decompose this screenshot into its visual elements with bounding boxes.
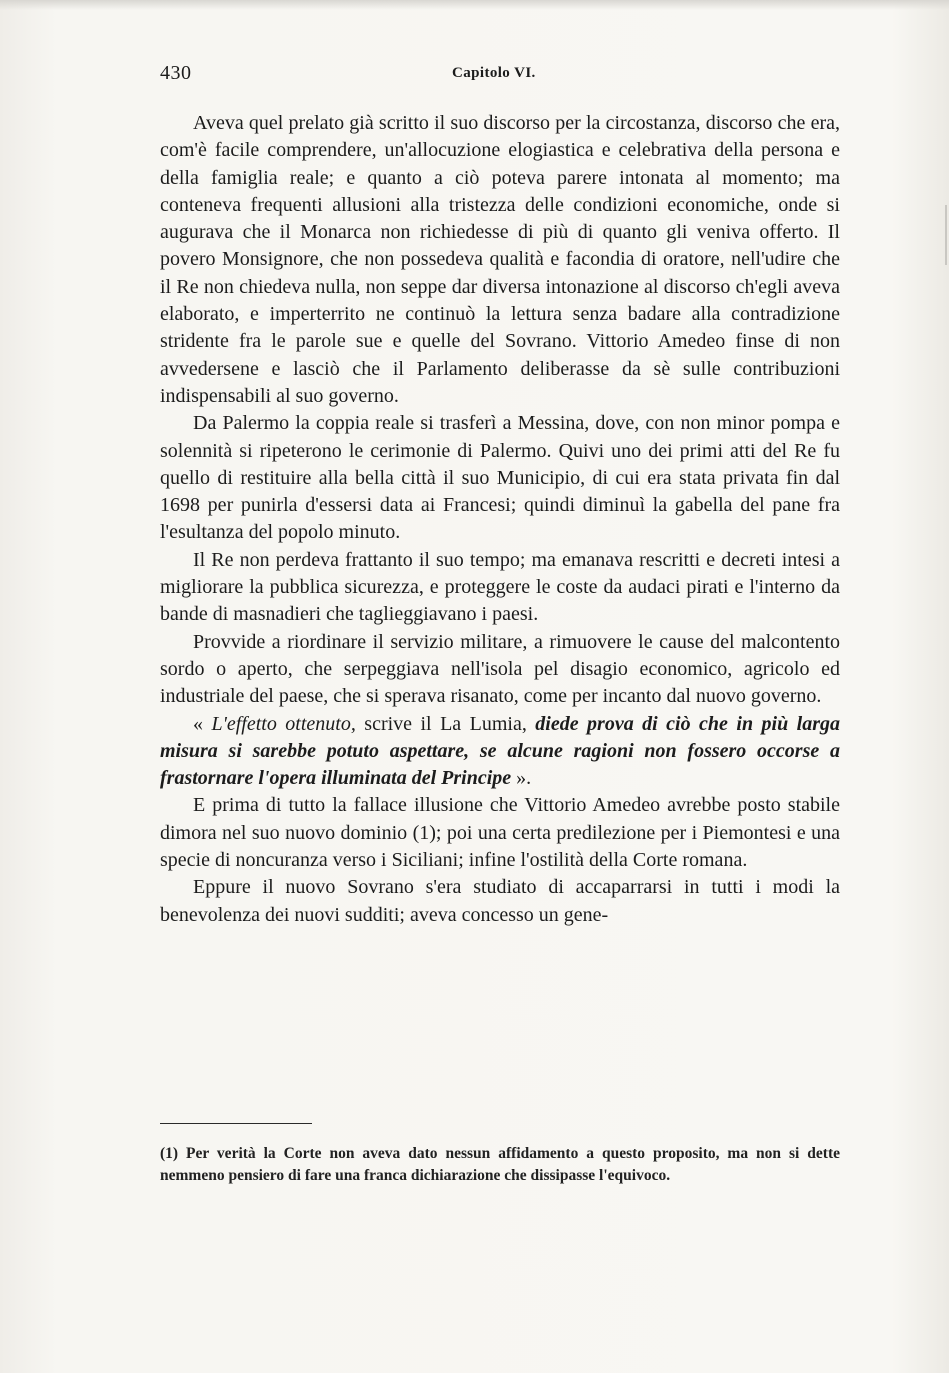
body-text <box>160 110 840 929</box>
paragraph-6: Eppure il nuovo Sovrano s'era studiato di accaparrarsi in tutti i modi la benevolenza dei nuovi sudditi; aveva concesso un gene- <box>160 876 840 926</box>
quote-open: « <box>193 712 212 735</box>
scan-top-shadow <box>0 0 949 10</box>
paragraph-2: Da Palermo la coppia reale si trasferì a Messina, dove, con non minor pompa e solennità si ripeterono le cerimonie di Palermo. Quivi uno dei primi atti del Re fu quello di restituire alla bella città il suo Municipio, di cui era stata privata fin dal 1698 per punirla d'essersi data ai Francesi; quindi diminuì la gabella del pane fra l'esultanza del popolo minuto. <box>160 412 840 544</box>
footnote-divider <box>160 1123 312 1124</box>
paragraph-3: Il Re non perdeva frattanto il suo tempo; ma emanava rescritti e decreti intesi a migliorare la pubblica sicurezza, e proteggere le coste da audaci pirati e l'interno da bande di masnadieri che taglieggiavano i paesi. <box>160 548 840 626</box>
quote-paragraph <box>160 711 840 793</box>
page-header <box>160 62 840 86</box>
quote-italic-lead: L'effetto ottenuto, <box>211 712 356 735</box>
footnote-text: (1) Per verità la Corte non aveva dato nessun affidamento a questo proposito, ma non si dette nemmeno pensiero di fare una franca dichiarazione che dissipasse l'equivoco. <box>160 1145 840 1184</box>
footnote <box>160 1143 840 1186</box>
quote-attribution: scrive il La Lumia, <box>355 712 536 735</box>
quote-text: diede prova di ciò che in più larga misura si sarebbe potuto aspettare, se alcune ragioni non fossero occorse a frastornare l'opera illuminata del Principe <box>160 712 840 790</box>
page-number: 430 <box>160 62 192 84</box>
running-head: Capitolo VI. <box>452 65 536 81</box>
quote-close: ». <box>511 767 532 790</box>
paragraph-1: Aveva quel prelato già scritto il suo discorso per la circostanza, discorso che era, com'è facile comprendere, un'allocuzione elogiastica e celebrativa della persona e della famiglia reale; e quanto a ciò poteva parere intonata al momento; ma conteneva frequenti allusioni alla tristezza delle condizioni economiche, onde si augurava che il Monarca non richiedesse di più di quanto gli veniva offerto. Il povero Monsignore, che non possedeva qualità e facondia di oratore, nell'udire che il Re non chiedeva nulla, non seppe dar diversa intonazione al discorso ch'egli aveva elaborato, e imperterrito ne continuò la lettura senza badare alla contradizione stridente fra le parole sue e quelle del Sovrano. Vittorio Amedeo finse di non avvedersene e lasciò che il Parlamento deliberasse da sè sulle contribuzioni indispensabili al suo governo. <box>160 112 840 407</box>
paragraph-5: E prima di tutto la fallace illusione che Vittorio Amedeo avrebbe posto stabile dimora nel suo nuovo dominio (1); poi una certa predilezione per i Piemontesi e una specie di noncuranza verso i Siciliani; infine l'ostilità della Corte romana. <box>160 794 840 872</box>
paragraph-4: Provvide a riordinare il servizio militare, a rimuovere le cause del malcontento sordo o aperto, che serpeggiava nell'isola pel disagio economico, agricolo ed industriale del paese, che si sperava risanato, come per incanto dal nuovo governo. <box>160 630 840 708</box>
scan-edge-mark <box>945 205 947 265</box>
